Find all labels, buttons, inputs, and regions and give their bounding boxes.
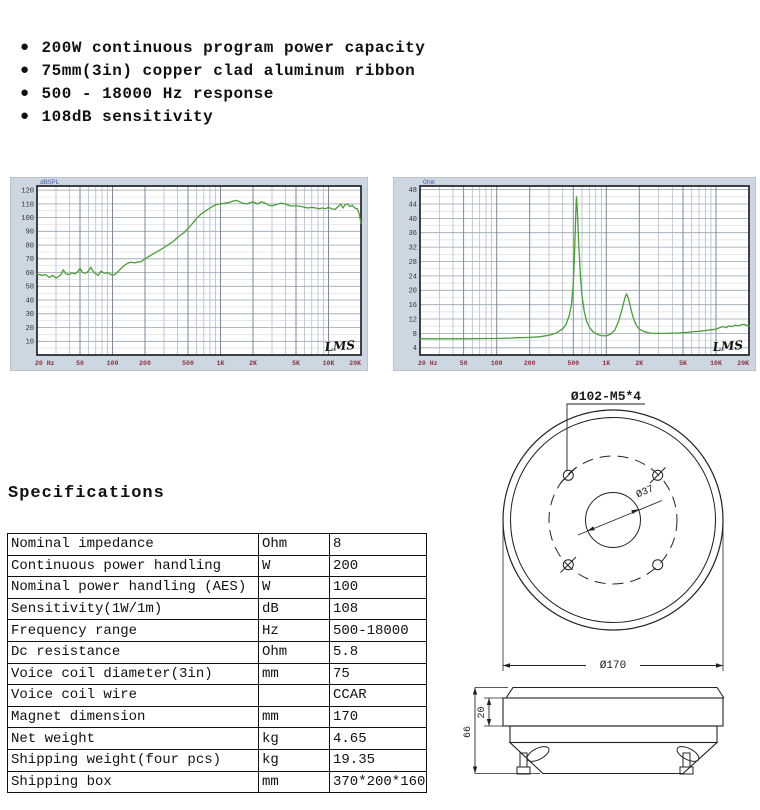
- height-dimension: 66: [463, 725, 474, 739]
- feature-text: 500 - 18000 Hz response: [41, 84, 274, 103]
- spec-row: [8, 728, 427, 750]
- spec-value-cell: 100: [330, 577, 427, 599]
- svg-text:dBSPL: dBSPL: [40, 179, 60, 186]
- svg-text:50: 50: [459, 360, 468, 367]
- svg-text:4: 4: [412, 345, 417, 354]
- impedance-chart: [393, 177, 756, 371]
- spl-response-chart: [10, 177, 368, 371]
- spec-unit-cell: W: [259, 577, 330, 599]
- svg-text:40: 40: [25, 297, 34, 306]
- specifications-title: Specifications: [8, 484, 165, 503]
- spec-unit-cell: mm: [259, 706, 330, 728]
- svg-text:200: 200: [139, 360, 151, 367]
- spec-parameter-cell: Shipping weight(four pcs): [8, 749, 259, 771]
- drawing-side-view: [463, 688, 724, 775]
- svg-text:8: 8: [412, 330, 417, 339]
- lms-watermark: LMS: [324, 338, 356, 355]
- bullet-icon: ●: [20, 85, 30, 102]
- spec-parameter-cell: Net weight: [8, 728, 259, 750]
- spec-value-cell: 75: [330, 663, 427, 685]
- spec-unit-cell: W: [259, 555, 330, 577]
- spec-value-cell: 19.35: [330, 749, 427, 771]
- spec-parameter-cell: Sensitivity(1W/1m): [8, 598, 259, 620]
- svg-text:10: 10: [25, 338, 34, 347]
- svg-text:100: 100: [106, 360, 119, 367]
- lms-watermark: LMS: [712, 338, 744, 355]
- spec-unit-cell: Hz: [259, 620, 330, 642]
- terminal-posts: [517, 753, 693, 774]
- svg-text:48: 48: [408, 187, 417, 195]
- svg-text:Ohm: Ohm: [423, 179, 435, 186]
- svg-text:10K: 10K: [710, 360, 722, 367]
- spec-parameter-cell: Magnet dimension: [8, 706, 259, 728]
- svg-text:110: 110: [21, 201, 34, 210]
- specifications-table: [7, 533, 427, 793]
- svg-text:50: 50: [25, 283, 34, 292]
- flange-diameter-dimension: Ø170: [599, 660, 627, 672]
- svg-text:500: 500: [567, 360, 580, 367]
- spec-parameter-cell: Dc resistance: [8, 641, 259, 663]
- svg-text:2K: 2K: [249, 360, 257, 367]
- svg-text:12: 12: [408, 316, 417, 325]
- svg-text:36: 36: [408, 230, 417, 239]
- feature-item: [20, 59, 425, 82]
- svg-text:24: 24: [408, 273, 417, 282]
- spec-row: [8, 706, 427, 728]
- svg-text:100: 100: [490, 360, 503, 367]
- feature-item: [20, 36, 425, 59]
- spec-row: [8, 620, 427, 642]
- svg-text:5K: 5K: [679, 360, 687, 367]
- svg-text:70: 70: [25, 256, 34, 265]
- spec-value-cell: 5.8: [330, 641, 427, 663]
- bullet-icon: ●: [20, 62, 30, 79]
- spec-row: [8, 641, 427, 663]
- spec-value-cell: 500-18000: [330, 620, 427, 642]
- svg-text:1K: 1K: [602, 360, 611, 367]
- spec-unit-cell: [259, 685, 330, 707]
- spec-unit-cell: Ohm: [259, 534, 330, 556]
- svg-text:90: 90: [25, 228, 34, 237]
- spec-unit-cell: kg: [259, 749, 330, 771]
- svg-text:1K: 1K: [216, 360, 225, 367]
- svg-text:10K: 10K: [322, 360, 335, 367]
- spec-row: [8, 577, 427, 599]
- spec-parameter-cell: Shipping box: [8, 771, 259, 793]
- spec-value-cell: 370*200*160: [330, 771, 427, 793]
- spec-parameter-cell: Voice coil wire: [8, 685, 259, 707]
- svg-text:16: 16: [408, 302, 417, 311]
- feature-text: 75mm(3in) copper clad aluminum ribbon: [41, 61, 416, 80]
- svg-text:200: 200: [523, 360, 536, 367]
- spec-row: [8, 685, 427, 707]
- spec-unit-cell: mm: [259, 663, 330, 685]
- spec-parameter-cell: Voice coil diameter(3in): [8, 663, 259, 685]
- spec-unit-cell: kg: [259, 728, 330, 750]
- svg-text:20K: 20K: [737, 360, 749, 367]
- mechanical-drawing: [440, 380, 760, 810]
- feature-text: 200W continuous program power capacity: [41, 38, 426, 57]
- feature-item: [20, 82, 425, 105]
- svg-text:60: 60: [25, 270, 34, 278]
- svg-text:40: 40: [408, 215, 417, 224]
- spec-value-cell: 108: [330, 598, 427, 620]
- spec-parameter-cell: Nominal power handling (AES): [8, 577, 259, 599]
- spec-value-cell: 170: [330, 706, 427, 728]
- svg-text:20 Hz: 20 Hz: [418, 360, 438, 367]
- drawing-front-view: [503, 389, 723, 672]
- mounting-holes: [561, 468, 666, 573]
- spec-row: [8, 598, 427, 620]
- spec-unit-cell: Ohm: [259, 641, 330, 663]
- svg-text:500: 500: [182, 360, 194, 367]
- spec-unit-cell: mm: [259, 771, 330, 793]
- svg-text:50: 50: [76, 360, 84, 367]
- spec-parameter-cell: Frequency range: [8, 620, 259, 642]
- svg-text:100: 100: [21, 215, 34, 223]
- spec-row: [8, 534, 427, 556]
- svg-text:28: 28: [408, 258, 417, 267]
- svg-text:30: 30: [25, 311, 34, 320]
- spec-value-cell: 8: [330, 534, 427, 556]
- spec-row: [8, 663, 427, 685]
- spec-row: [8, 555, 427, 577]
- bullet-icon: ●: [20, 39, 30, 56]
- svg-text:32: 32: [408, 244, 417, 253]
- svg-text:120: 120: [21, 187, 34, 196]
- spec-parameter-cell: Nominal impedance: [8, 534, 259, 556]
- feature-text: 108dB sensitivity: [41, 107, 214, 126]
- svg-text:2K: 2K: [635, 360, 644, 367]
- spec-row: [8, 771, 427, 793]
- spec-value-cell: CCAR: [330, 685, 427, 707]
- svg-text:80: 80: [25, 242, 34, 251]
- feature-list: [20, 36, 425, 128]
- svg-text:20K: 20K: [349, 360, 361, 367]
- spec-parameter-cell: Continuous power handling: [8, 555, 259, 577]
- svg-text:20: 20: [25, 324, 34, 333]
- svg-text:44: 44: [408, 201, 417, 210]
- throat-dimension: Ø37: [634, 484, 656, 502]
- svg-text:20: 20: [408, 287, 417, 296]
- flange-thickness-dimension: 20: [477, 706, 488, 719]
- svg-text:20 Hz: 20 Hz: [35, 360, 55, 367]
- spec-unit-cell: dB: [259, 598, 330, 620]
- svg-text:5K: 5K: [292, 360, 300, 367]
- spec-row: [8, 749, 427, 771]
- bullet-icon: ●: [20, 108, 30, 125]
- spec-value-cell: 4.65: [330, 728, 427, 750]
- feature-item: [20, 105, 425, 128]
- bolt-circle-dimension: Ø102-M5*4: [570, 389, 642, 404]
- spec-value-cell: 200: [330, 555, 427, 577]
